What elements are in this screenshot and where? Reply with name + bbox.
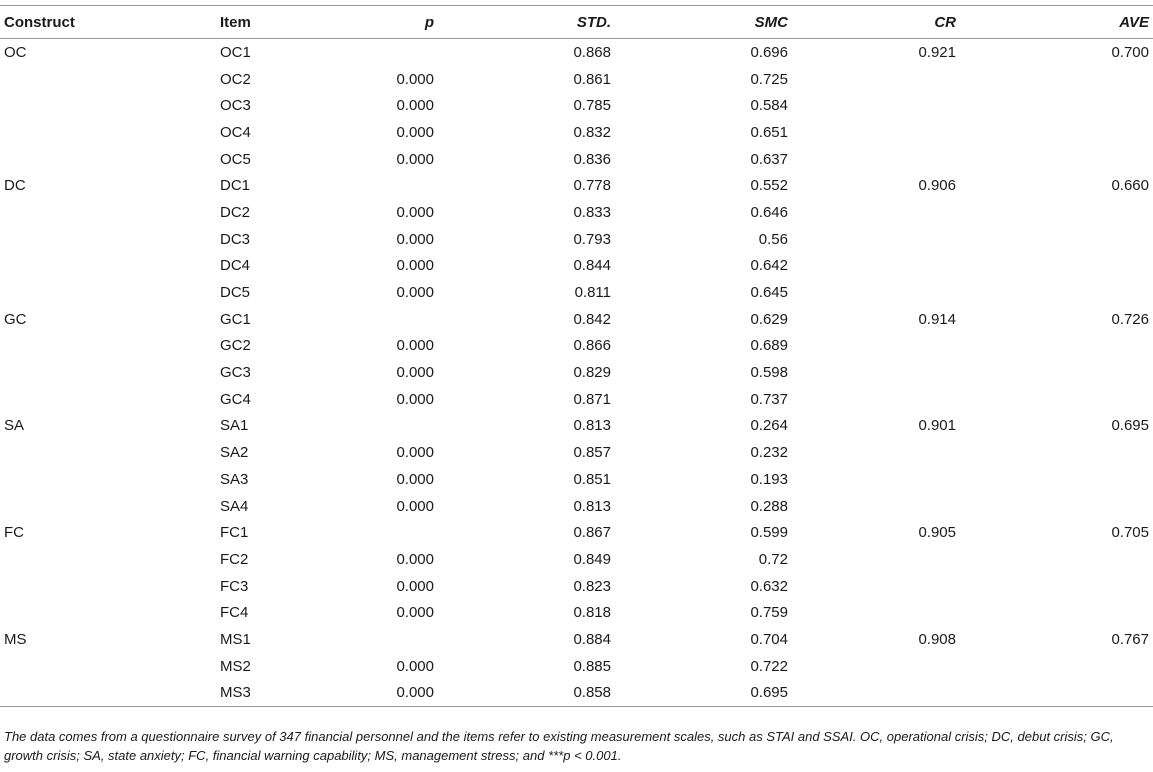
cell-item: GC3 <box>220 364 251 382</box>
cell-cr <box>788 493 956 520</box>
cell-cr <box>788 359 956 386</box>
cell-smc: 0.629 <box>750 310 788 328</box>
cell-p: 0.000 <box>396 604 434 622</box>
cell-item: GC1 <box>220 310 251 328</box>
cell-ave <box>956 226 1153 253</box>
cell-ave <box>956 199 1153 226</box>
cell-ave <box>956 439 1153 466</box>
header-construct: Construct <box>4 13 75 31</box>
cell-smc: 0.552 <box>750 177 788 195</box>
cell-p <box>360 39 434 66</box>
cell-smc: 0.722 <box>750 657 788 675</box>
table-row <box>0 306 1153 333</box>
cell-std: 0.885 <box>573 657 611 675</box>
cell-smc: 0.646 <box>750 203 788 221</box>
cell-ave <box>956 66 1153 93</box>
table-row <box>0 146 1153 173</box>
cell-std: 0.785 <box>573 97 611 115</box>
table-row <box>0 439 1153 466</box>
cell-smc: 0.632 <box>750 577 788 595</box>
cell-std: 0.833 <box>573 203 611 221</box>
cell-construct: DC <box>4 177 26 195</box>
cell-item: OC1 <box>220 43 251 61</box>
cell-p: 0.000 <box>396 337 434 355</box>
cell-smc: 0.651 <box>750 123 788 141</box>
cell-ave <box>956 333 1153 360</box>
cell-p <box>360 519 434 546</box>
cell-construct <box>0 333 220 360</box>
cell-cr <box>788 573 956 600</box>
cell-p: 0.000 <box>396 97 434 115</box>
cell-std: 0.832 <box>573 123 611 141</box>
cell-smc: 0.232 <box>750 444 788 462</box>
cell-std: 0.836 <box>573 150 611 168</box>
cell-construct <box>0 146 220 173</box>
cell-cr <box>788 279 956 306</box>
cell-construct <box>0 493 220 520</box>
cell-cr: 0.914 <box>918 310 956 328</box>
cell-cr <box>788 199 956 226</box>
cell-ave <box>956 386 1153 413</box>
measurement-table <box>0 5 1153 707</box>
header-row <box>0 6 1153 39</box>
cell-smc: 0.725 <box>750 70 788 88</box>
cell-construct <box>0 573 220 600</box>
cell-p <box>360 626 434 653</box>
table-row <box>0 92 1153 119</box>
cell-std: 0.857 <box>573 444 611 462</box>
cell-p: 0.000 <box>396 150 434 168</box>
table-row <box>0 66 1153 93</box>
cell-ave <box>956 359 1153 386</box>
cell-smc: 0.637 <box>750 150 788 168</box>
cell-ave: 0.726 <box>1111 310 1149 328</box>
cell-std: 0.868 <box>573 43 611 61</box>
cell-cr <box>788 653 956 680</box>
cell-cr: 0.901 <box>918 417 956 435</box>
cell-std: 0.867 <box>573 524 611 542</box>
cell-p: 0.000 <box>396 257 434 275</box>
cell-std: 0.871 <box>573 390 611 408</box>
cell-cr <box>788 680 956 707</box>
cell-construct <box>0 359 220 386</box>
cell-ave <box>956 279 1153 306</box>
cell-p: 0.000 <box>396 470 434 488</box>
cell-item: OC3 <box>220 97 251 115</box>
table-row <box>0 226 1153 253</box>
cell-construct <box>0 680 220 707</box>
cell-std: 0.813 <box>573 417 611 435</box>
table-footnote: The data comes from a questionnaire survey of 347 financial personnel and the items refer to existing measurement scales, such as STAI and SSAI. OC, operational crisis; DC, debut crisis; GC, growth crisis; SA, state anxiety; FC, financial warning capability; MS, management stress; and ***p < 0.001. <box>4 729 1114 763</box>
cell-item: SA3 <box>220 470 249 488</box>
cell-ave <box>956 92 1153 119</box>
cell-std: 0.813 <box>573 497 611 515</box>
cell-item: OC2 <box>220 70 251 88</box>
cell-construct <box>0 199 220 226</box>
cell-smc: 0.56 <box>758 230 788 248</box>
cell-construct <box>0 599 220 626</box>
cell-p: 0.000 <box>396 390 434 408</box>
cell-cr <box>788 66 956 93</box>
cell-smc: 0.642 <box>750 257 788 275</box>
cell-construct <box>0 226 220 253</box>
cell-ave: 0.695 <box>1111 417 1149 435</box>
header-std: STD. <box>576 13 611 31</box>
cell-ave: 0.660 <box>1111 177 1149 195</box>
cell-construct <box>0 546 220 573</box>
cell-p: 0.000 <box>396 284 434 302</box>
cell-ave <box>956 546 1153 573</box>
cell-ave: 0.705 <box>1111 524 1149 542</box>
cell-smc: 0.193 <box>750 470 788 488</box>
cell-item: OC4 <box>220 123 251 141</box>
table-row <box>0 653 1153 680</box>
cell-item: FC4 <box>220 604 249 622</box>
cell-ave <box>956 493 1153 520</box>
cell-smc: 0.759 <box>750 604 788 622</box>
cell-p: 0.000 <box>396 444 434 462</box>
cell-std: 0.823 <box>573 577 611 595</box>
cell-cr <box>788 466 956 493</box>
table-row <box>0 493 1153 520</box>
table-header <box>0 6 1153 39</box>
cell-std: 0.884 <box>573 630 611 648</box>
cell-p: 0.000 <box>396 684 434 702</box>
cell-std: 0.842 <box>573 310 611 328</box>
cell-item: FC3 <box>220 577 249 595</box>
cell-construct: GC <box>4 310 27 328</box>
cell-construct: MS <box>4 630 27 648</box>
cell-ave <box>956 653 1153 680</box>
cell-construct: OC <box>4 43 27 61</box>
cell-cr: 0.906 <box>918 177 956 195</box>
cell-smc: 0.264 <box>750 417 788 435</box>
cell-smc: 0.737 <box>750 390 788 408</box>
cell-item: DC2 <box>220 203 251 221</box>
cell-cr: 0.908 <box>918 630 956 648</box>
cell-std: 0.793 <box>573 230 611 248</box>
cell-cr <box>788 546 956 573</box>
cell-ave <box>956 573 1153 600</box>
cell-item: FC2 <box>220 550 249 568</box>
table-row <box>0 573 1153 600</box>
header-ave: AVE <box>1119 13 1149 31</box>
cell-p: 0.000 <box>396 657 434 675</box>
cell-smc: 0.288 <box>750 497 788 515</box>
cell-std: 0.818 <box>573 604 611 622</box>
table-row <box>0 546 1153 573</box>
cell-std: 0.778 <box>573 177 611 195</box>
cell-cr <box>788 333 956 360</box>
cell-p <box>360 172 434 199</box>
cell-item: SA2 <box>220 444 249 462</box>
cell-smc: 0.584 <box>750 97 788 115</box>
cell-construct <box>0 439 220 466</box>
cell-item: DC3 <box>220 230 251 248</box>
table-row <box>0 119 1153 146</box>
cell-ave <box>956 599 1153 626</box>
cell-cr <box>788 146 956 173</box>
cell-smc: 0.72 <box>758 550 788 568</box>
cell-cr: 0.905 <box>918 524 956 542</box>
cell-std: 0.849 <box>573 550 611 568</box>
table-row <box>0 680 1153 707</box>
cell-item: GC2 <box>220 337 251 355</box>
cell-construct <box>0 279 220 306</box>
cell-cr <box>788 92 956 119</box>
cell-ave <box>956 146 1153 173</box>
cell-ave: 0.767 <box>1111 630 1149 648</box>
cell-item: FC1 <box>220 524 249 542</box>
cell-construct <box>0 253 220 280</box>
table-row <box>0 413 1153 440</box>
cell-smc: 0.704 <box>750 630 788 648</box>
cell-p <box>360 413 434 440</box>
cell-item: MS3 <box>220 684 251 702</box>
table-row <box>0 333 1153 360</box>
cell-p: 0.000 <box>396 497 434 515</box>
header-cr: CR <box>934 13 956 31</box>
table-row <box>0 172 1153 199</box>
cell-construct <box>0 66 220 93</box>
cell-ave <box>956 466 1153 493</box>
header-smc: SMC <box>754 13 788 31</box>
cell-item: DC1 <box>220 177 251 195</box>
cell-construct <box>0 466 220 493</box>
cell-p: 0.000 <box>396 123 434 141</box>
cell-smc: 0.696 <box>750 43 788 61</box>
cell-std: 0.851 <box>573 470 611 488</box>
table-row <box>0 599 1153 626</box>
cell-item: DC5 <box>220 284 251 302</box>
cell-cr <box>788 119 956 146</box>
cell-construct <box>0 92 220 119</box>
table-row <box>0 626 1153 653</box>
cell-std: 0.861 <box>573 70 611 88</box>
cell-construct: FC <box>4 524 24 542</box>
cell-cr <box>788 386 956 413</box>
cell-std: 0.829 <box>573 364 611 382</box>
table-row <box>0 386 1153 413</box>
cell-smc: 0.695 <box>750 684 788 702</box>
cell-ave <box>956 119 1153 146</box>
cell-p <box>360 306 434 333</box>
cell-item: DC4 <box>220 257 251 275</box>
table-row <box>0 199 1153 226</box>
cell-item: SA1 <box>220 417 249 435</box>
cell-construct: SA <box>4 417 25 435</box>
table-row <box>0 359 1153 386</box>
cell-cr: 0.921 <box>918 43 956 61</box>
cell-p: 0.000 <box>396 577 434 595</box>
cell-smc: 0.645 <box>750 284 788 302</box>
cell-ave <box>956 680 1153 707</box>
cell-p: 0.000 <box>396 203 434 221</box>
cell-item: MS2 <box>220 657 251 675</box>
cell-item: SA4 <box>220 497 249 515</box>
cell-smc: 0.599 <box>750 524 788 542</box>
cell-std: 0.844 <box>573 257 611 275</box>
cell-ave <box>956 253 1153 280</box>
cell-construct <box>0 653 220 680</box>
table-row <box>0 279 1153 306</box>
table-row <box>0 519 1153 546</box>
cell-cr <box>788 599 956 626</box>
cell-item: GC4 <box>220 390 251 408</box>
cell-construct <box>0 386 220 413</box>
table-body <box>0 39 1153 707</box>
cell-p: 0.000 <box>396 230 434 248</box>
cell-std: 0.811 <box>574 284 611 302</box>
cell-p: 0.000 <box>396 70 434 88</box>
cell-cr <box>788 439 956 466</box>
cell-item: OC5 <box>220 150 251 168</box>
cell-item: MS1 <box>220 630 251 648</box>
table-row <box>0 253 1153 280</box>
table-row <box>0 39 1153 66</box>
cell-cr <box>788 253 956 280</box>
cell-std: 0.858 <box>573 684 611 702</box>
cell-p: 0.000 <box>396 364 434 382</box>
header-p: p <box>424 13 434 31</box>
cell-cr <box>788 226 956 253</box>
table-row <box>0 466 1153 493</box>
cell-std: 0.866 <box>573 337 611 355</box>
cell-ave: 0.700 <box>1111 43 1149 61</box>
cell-construct <box>0 119 220 146</box>
cell-p: 0.000 <box>396 550 434 568</box>
header-item: Item <box>220 13 251 31</box>
cell-smc: 0.598 <box>750 364 788 382</box>
cell-smc: 0.689 <box>750 337 788 355</box>
